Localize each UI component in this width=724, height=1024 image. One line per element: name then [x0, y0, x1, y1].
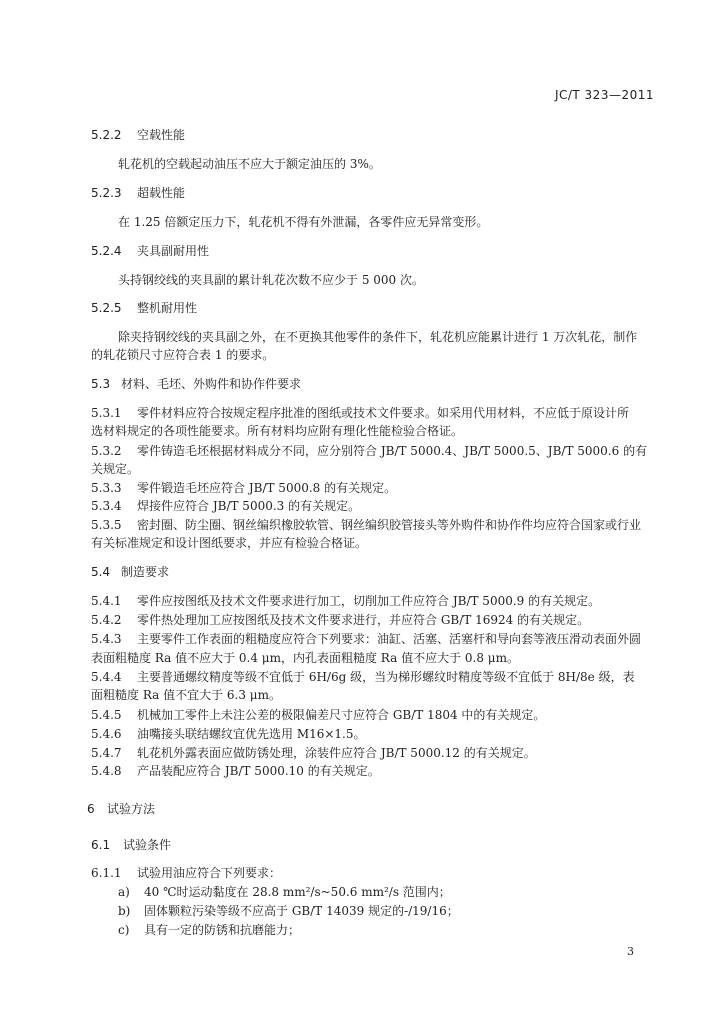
section-heading: 5.3 材料、毛坯、外购件和协作件要求 [91, 377, 302, 391]
clause-line: 5.3.4 焊接件应符合 JB/T 5000.3 的有关规定。 [91, 499, 361, 513]
clause-line: 有关标准规定和设计图纸要求，并应有检验合格证。 [91, 536, 368, 550]
section-heading: 5.4 制造要求 [91, 565, 170, 579]
clause-line: 5.3.5 密封圈、防尘圈、钢丝编织橡胶软管、钢丝编织胶管接头等外购件和协作件均应符合国家或行业 [91, 518, 642, 532]
clause-line: 5.3.1 零件材料应符合按规定程序批准的图纸或技术文件要求。如采用代用材料，不应低于原设计所 [91, 406, 630, 420]
paragraph-line: 除夹持钢绞线的夹具副之外，在不更换其他零件的条件下，轧花机应能累计进行 1 万次轧花，制作 [118, 330, 638, 344]
clause-line: 5.4.2 零件热处理加工应按图纸及技术文件要求进行，并应符合 GB/T 16924 的有关规定。 [91, 613, 590, 627]
clause-line: 表面粗糙度 Ra 值不应大于 0.4 μm，内孔表面粗糙度 Ra 值不应大于 0.8 μm。 [91, 651, 519, 665]
section-heading: 5.2.2 空载性能 [91, 128, 186, 142]
clause-line: 6.1.1 试验用油应符合下列要求： [91, 866, 282, 880]
list-item: b) 固体颗粒污染等级不应高于 GB/T 14039 规定的-/19/16； [118, 904, 459, 918]
clause-line: 5.3.2 零件铸造毛坯根据材料成分不同，应分别符合 JB/T 5000.4、JB/T 5000.5、JB/T 5000.6 的有 [91, 444, 648, 458]
paragraph-line: 头持钢绞线的夹具副的累计轧花次数不应少于 5 000 次。 [118, 273, 424, 287]
document-header: JC/T 323—2011 [554, 88, 654, 102]
clause-line: 5.4.6 油嘴接头联结螺纹宜优先选用 M16×1.5。 [91, 727, 366, 741]
list-item: c) 具有一定的防锈和抗磨能力； [118, 923, 301, 937]
paragraph-line: 在 1.25 倍额定压力下，轧花机不得有外泄漏，各零件应无异常变形。 [118, 215, 489, 229]
list-item: a) 40 ℃时运动黏度在 28.8 mm²/s~50.6 mm²/s 范围内； [118, 885, 451, 899]
clause-line: 关规定。 [91, 462, 140, 476]
clause-line: 面粗糙度 Ra 值不宜大于 6.3 μm。 [91, 688, 281, 702]
clause-line: 5.4.4 主要普通螺纹精度等级不宜低于 6H/6g 级，当为梯形螺纹时精度等级不宜低于 8H/8e 级，表 [91, 670, 635, 684]
section-heading: 6.1 试验条件 [91, 838, 172, 852]
page-number: 3 [627, 945, 634, 958]
section-heading: 5.2.4 夹具副耐用性 [91, 244, 210, 258]
chapter-heading: 6 试验方法 [87, 802, 156, 816]
clause-line: 5.4.3 主要零件工作表面的粗糙度应符合下列要求：油缸、活塞、活塞杆和导向套等液压滑动表面外圆 [91, 632, 642, 646]
clause-line: 5.4.7 轧花机外露表面应做防锈处理，涂装件应符合 JB/T 5000.12 的有关规定。 [91, 746, 536, 760]
clause-line: 5.4.5 机械加工零件上未注公差的极限偏差尺寸应符合 GB/T 1804 中的有关规定。 [91, 708, 546, 722]
paragraph-line: 轧花机的空载起动油压不应大于额定油压的 3%。 [118, 157, 381, 171]
clause-line: 5.3.3 零件锻造毛坯应符合 JB/T 5000.8 的有关规定。 [91, 481, 397, 495]
clause-line: 选材料规定的各项性能要求。所有材料均应附有理化性能检验合格证。 [91, 424, 464, 438]
section-heading: 5.2.3 超载性能 [91, 186, 186, 200]
clause-line: 5.4.1 零件应按图纸及技术文件要求进行加工，切削加工件应符合 JB/T 5000.9 的有关规定。 [91, 594, 601, 608]
clause-line: 5.4.8 产品装配应符合 JB/T 5000.10 的有关规定。 [91, 764, 380, 778]
paragraph-line: 的轧花锁尺寸应符合表 1 的要求。 [91, 348, 275, 362]
section-heading: 5.2.5 整机耐用性 [91, 301, 198, 315]
